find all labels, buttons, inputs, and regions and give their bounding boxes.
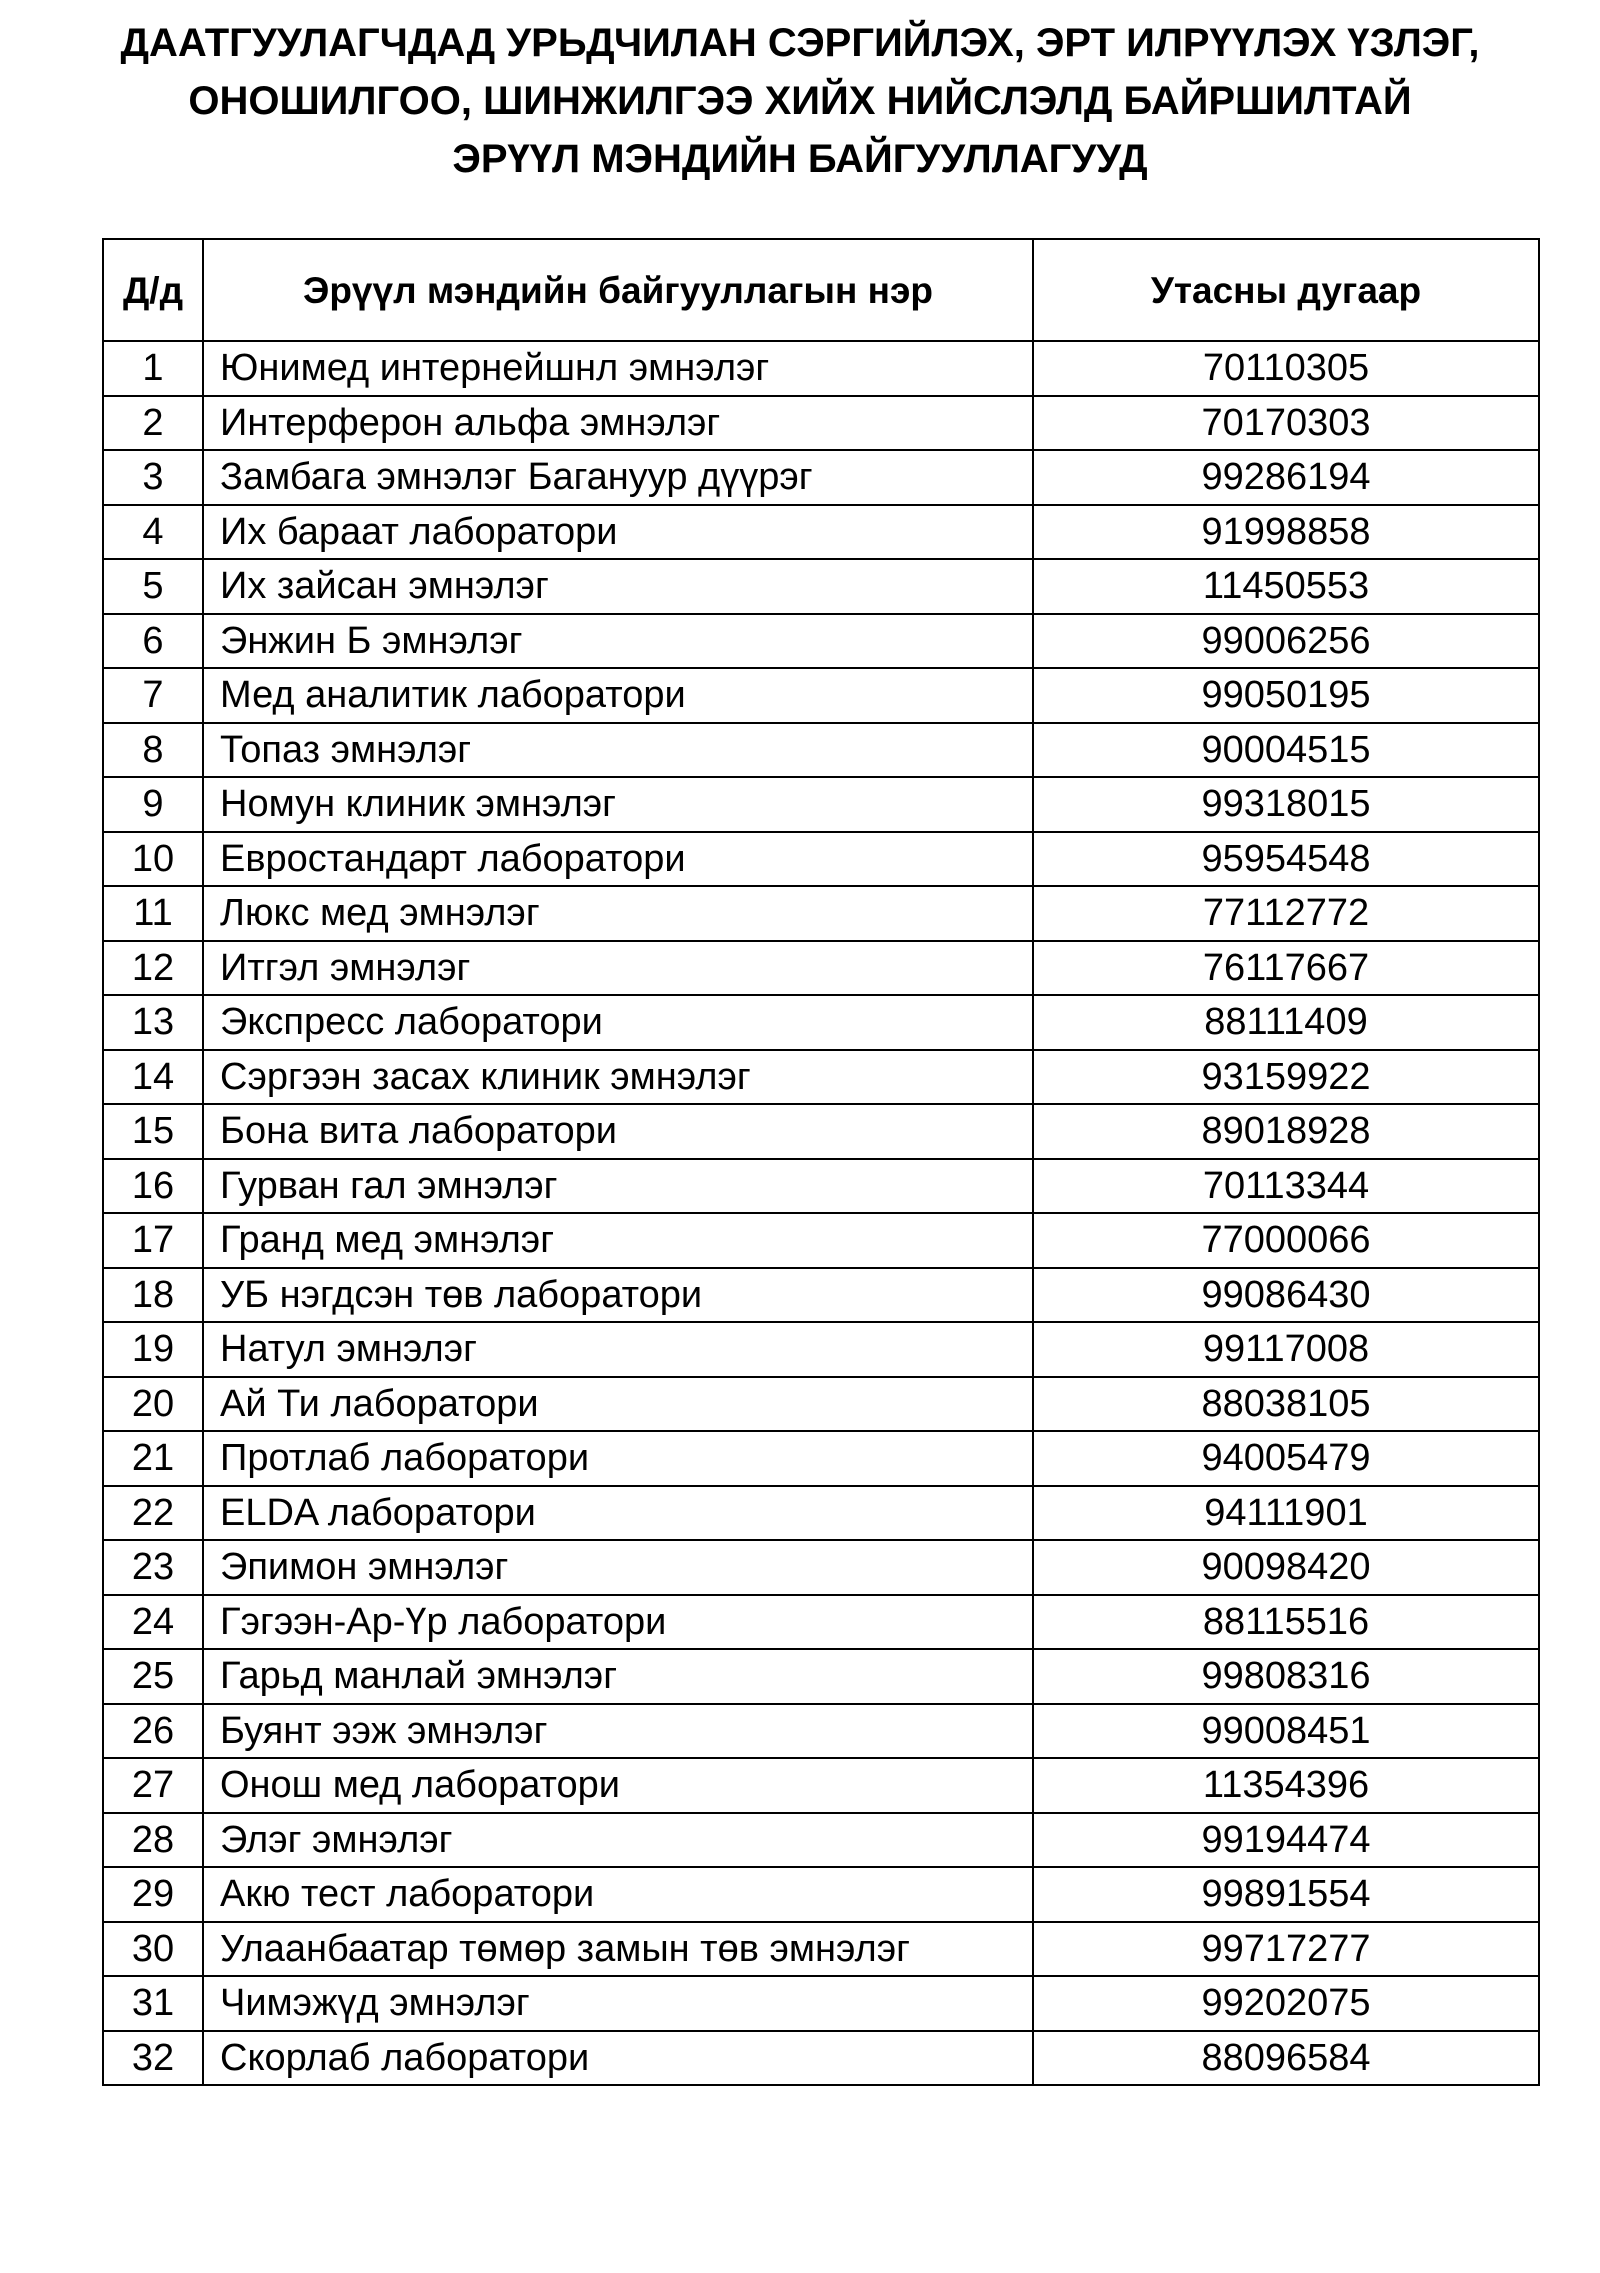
phone-number: 11354396 [1033,1758,1539,1813]
title-line-2: ОНОШИЛГОО, ШИНЖИЛГЭЭ ХИЙХ НИЙСЛЭЛД БАЙРШИЛТАЙ [188,79,1412,123]
organization-name: Эпимон эмнэлэг [203,1540,1033,1595]
phone-number: 90004515 [1033,723,1539,778]
row-number: 28 [103,1813,203,1868]
phone-number: 99117008 [1033,1322,1539,1377]
row-number: 19 [103,1322,203,1377]
organization-name: Энжин Б эмнэлэг [203,614,1033,669]
table-row [103,832,1539,887]
table-row [103,341,1539,396]
organization-name: Чимэжүд эмнэлэг [203,1976,1033,2031]
row-number: 29 [103,1867,203,1922]
phone-number: 99717277 [1033,1922,1539,1977]
organization-name: Экспресс лаборатори [203,995,1033,1050]
table-row [103,1050,1539,1105]
table-row [103,1922,1539,1977]
organization-name: Их бараат лаборатори [203,505,1033,560]
phone-number: 88096584 [1033,2031,1539,2086]
phone-number: 99086430 [1033,1268,1539,1323]
organization-name: Бона вита лаборатори [203,1104,1033,1159]
table-row [103,1486,1539,1541]
row-number: 23 [103,1540,203,1595]
table-row [103,1595,1539,1650]
row-number: 21 [103,1431,203,1486]
organization-name: Онош мед лаборатори [203,1758,1033,1813]
phone-number: 95954548 [1033,832,1539,887]
row-number: 17 [103,1213,203,1268]
phone-number: 91998858 [1033,505,1539,560]
row-number: 4 [103,505,203,560]
organization-name: Гарьд манлай эмнэлэг [203,1649,1033,1704]
table-row [103,614,1539,669]
organization-name: Топаз эмнэлэг [203,723,1033,778]
phone-number: 70113344 [1033,1159,1539,1214]
phone-number: 70170303 [1033,396,1539,451]
row-number: 6 [103,614,203,669]
organization-name: Улаанбаатар төмөр замын төв эмнэлэг [203,1922,1033,1977]
row-number: 7 [103,668,203,723]
row-number: 13 [103,995,203,1050]
phone-number: 94111901 [1033,1486,1539,1541]
organization-name: Сэргээн засах клиник эмнэлэг [203,1050,1033,1105]
row-number: 18 [103,1268,203,1323]
table-row [103,1159,1539,1214]
table-row [103,1976,1539,2031]
phone-number: 93159922 [1033,1050,1539,1105]
table-row [103,668,1539,723]
organization-name: Гранд мед эмнэлэг [203,1213,1033,1268]
row-number: 11 [103,886,203,941]
row-number: 25 [103,1649,203,1704]
phone-number: 88038105 [1033,1377,1539,1432]
table-row [103,1431,1539,1486]
organization-name: Евростандарт лаборатори [203,832,1033,887]
table-row [103,995,1539,1050]
organization-name: УБ нэгдсэн төв лаборатори [203,1268,1033,1323]
organization-name: Акю тест лаборатори [203,1867,1033,1922]
organization-name: Гэгээн-Ар-Үр лаборатори [203,1595,1033,1650]
organization-name: Ай Ти лаборатори [203,1377,1033,1432]
phone-number: 70110305 [1033,341,1539,396]
document-title [0,14,1600,188]
phone-number: 89018928 [1033,1104,1539,1159]
organization-name: Номун клиник эмнэлэг [203,777,1033,832]
table-header-row [103,239,1539,341]
organization-name: Элэг эмнэлэг [203,1813,1033,1868]
phone-number: 99008451 [1033,1704,1539,1759]
row-number: 5 [103,559,203,614]
organization-name: Буянт ээж эмнэлэг [203,1704,1033,1759]
table-row [103,1867,1539,1922]
organization-name: Их зайсан эмнэлэг [203,559,1033,614]
phone-number: 11450553 [1033,559,1539,614]
row-number: 9 [103,777,203,832]
title-line-3: ЭРҮҮЛ МЭНДИЙН БАЙГУУЛЛАГУУД [452,137,1148,181]
organization-name: Натул эмнэлэг [203,1322,1033,1377]
row-number: 24 [103,1595,203,1650]
table-row [103,1813,1539,1868]
organization-name: Протлаб лаборатори [203,1431,1033,1486]
table-row [103,1268,1539,1323]
table-row [103,1322,1539,1377]
phone-number: 99202075 [1033,1976,1539,2031]
phone-number: 77000066 [1033,1213,1539,1268]
table-row [103,777,1539,832]
phone-number: 99286194 [1033,450,1539,505]
row-number: 30 [103,1922,203,1977]
table-row [103,450,1539,505]
table-row [103,1649,1539,1704]
table-row [103,2031,1539,2086]
phone-number: 88115516 [1033,1595,1539,1650]
row-number: 16 [103,1159,203,1214]
phone-number: 76117667 [1033,941,1539,996]
row-number: 15 [103,1104,203,1159]
header-phone-number: Утасны дугаар [1033,239,1539,341]
table-body [103,341,1539,2085]
row-number: 10 [103,832,203,887]
phone-number: 88111409 [1033,995,1539,1050]
phone-number: 99050195 [1033,668,1539,723]
row-number: 8 [103,723,203,778]
phone-number: 99006256 [1033,614,1539,669]
row-number: 22 [103,1486,203,1541]
phone-number: 77112772 [1033,886,1539,941]
table-row [103,723,1539,778]
organization-name: Скорлаб лаборатори [203,2031,1033,2086]
phone-number: 90098420 [1033,1540,1539,1595]
organization-name: ELDA лаборатори [203,1486,1033,1541]
organization-name: Мед аналитик лаборатори [203,668,1033,723]
organization-name: Интерферон альфа эмнэлэг [203,396,1033,451]
row-number: 12 [103,941,203,996]
row-number: 2 [103,396,203,451]
table-row [103,1704,1539,1759]
table-row [103,886,1539,941]
table-row [103,1213,1539,1268]
header-organization-name: Эрүүл мэндийн байгууллагын нэр [203,239,1033,341]
table-row [103,941,1539,996]
table-row [103,396,1539,451]
row-number: 32 [103,2031,203,2086]
table-row [103,505,1539,560]
row-number: 14 [103,1050,203,1105]
organizations-table [102,238,1540,2086]
table-row [103,1377,1539,1432]
phone-number: 99891554 [1033,1867,1539,1922]
organization-name: Юнимед интернейшнл эмнэлэг [203,341,1033,396]
phone-number: 99194474 [1033,1813,1539,1868]
phone-number: 99808316 [1033,1649,1539,1704]
organization-name: Замбага эмнэлэг Багануур дүүрэг [203,450,1033,505]
row-number: 20 [103,1377,203,1432]
row-number: 26 [103,1704,203,1759]
table-row [103,1104,1539,1159]
header-number: Д/д [103,239,203,341]
row-number: 3 [103,450,203,505]
row-number: 27 [103,1758,203,1813]
phone-number: 94005479 [1033,1431,1539,1486]
title-line-1: ДААТГУУЛАГЧДАД УРЬДЧИЛАН СЭРГИЙЛЭХ, ЭРТ ИЛРҮҮЛЭХ ҮЗЛЭГ, [120,21,1480,65]
organization-name: Итгэл эмнэлэг [203,941,1033,996]
organization-name: Люкс мед эмнэлэг [203,886,1033,941]
table-row [103,559,1539,614]
organization-name: Гурван гал эмнэлэг [203,1159,1033,1214]
table-row [103,1540,1539,1595]
table-row [103,1758,1539,1813]
row-number: 1 [103,341,203,396]
phone-number: 99318015 [1033,777,1539,832]
row-number: 31 [103,1976,203,2031]
